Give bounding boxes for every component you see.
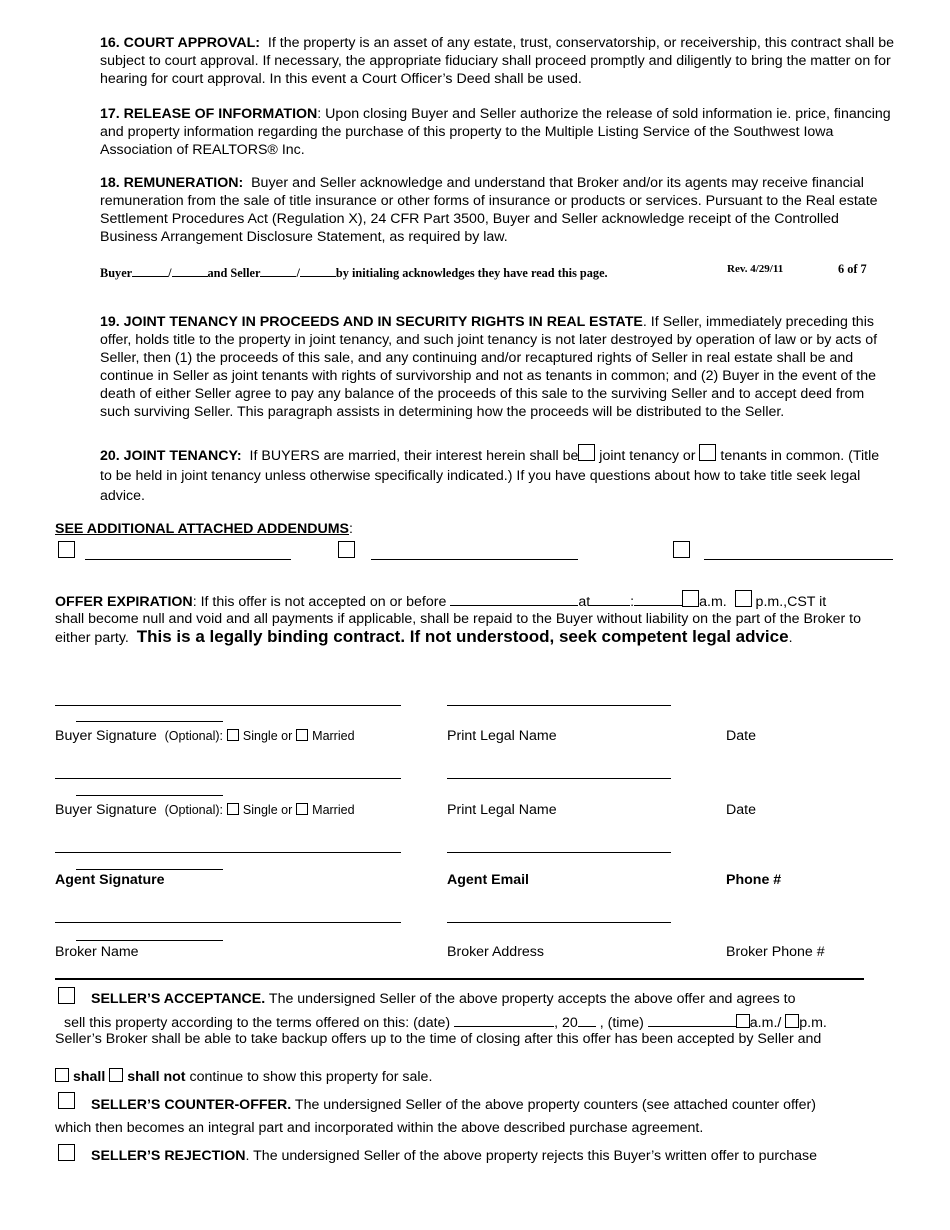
page-number: 6 of 7 [838,262,867,276]
seller-acceptance-line-1 [91,990,891,1008]
acceptance-am-label: a.m./ [749,1015,786,1031]
addendum-2-checkbox[interactable] [338,541,355,558]
offer-expiration-line [55,590,895,611]
buyer-1-print-name-label: Print Legal Name [447,728,557,744]
offer-at-label: at [578,594,591,610]
section-20-text-c: tenants in common. (Title to be held in joint tenancy unless otherwise specifically indicated.) If you have questions about how to take title seek legal advice. [100,448,880,504]
agent-phone-label: Phone # [726,872,782,888]
shall-not-label: shall not [127,1069,186,1085]
seller-acceptance-title: SELLER’S ACCEPTANCE. [91,991,266,1007]
section-18-text: Buyer and Seller acknowledge and understand that Broker and/or its agents may receive financial remuneration from the sale of title insurance or other forms of insurance or products or services. Pursuant to the Real estate Settlement Procedures Act (Regulation X), 24 CFR Part 3500, Buyer and Seller acknowledge receipt of the Controlled Business Arrangement Disclosure Statement, as required by law. [100,175,878,245]
seller-rejection-line [91,1147,901,1165]
buyer-1-print-name-line[interactable] [447,705,671,706]
addendum-1-field[interactable] [85,559,291,560]
seller-rejection-text: . The undersigned Seller of the above property rejects this Buyer’s written offer to purchase [245,1148,818,1164]
acceptance-time-field[interactable] [648,1012,736,1027]
tenants-in-common-checkbox[interactable] [699,444,716,461]
offer-expiration-date-field[interactable] [450,591,578,606]
offer-minute-field[interactable] [634,591,682,606]
broker-name-label: Broker Name [55,944,139,960]
offer-pm-label: p.m.,CST it [751,594,827,610]
acceptance-year-field[interactable] [578,1012,596,1027]
section-18-remuneration [100,174,900,246]
section-19-text: . If Seller, immediately preceding this offer, holds title to the property in joint tenancy, and such joint tenancy is not later destroyed by operation of law or by acts of Seller, then (1) the proceeds of this sale, and any continuing and/or recaptured rights of Seller in real estate shall be and continue in Seller as joint tenants with rights of survivorship and not as tenants in common; and (2) Buyer in the event of the death of either Seller agree to pay any balance of the proceeds of this sale to the surviving Seller and to accept deed from such surviving Seller. This paragraph assists in determining how the proceeds will be distributed to the Seller. [100,314,878,420]
buyer-2-single-checkbox[interactable] [227,803,239,815]
buyer-1-married-checkbox[interactable] [296,729,308,741]
agent-email-line[interactable] [447,852,671,853]
addendum-1-checkbox[interactable] [58,541,75,558]
married-text: Married [312,803,355,817]
agent-signature-line[interactable] [55,852,401,853]
section-20-joint-tenancy [100,444,890,506]
broker-address-label: Broker Address [447,944,544,960]
buyer-2-date-line[interactable] [76,795,223,796]
optional-text: (Optional): [164,729,223,743]
seller-acceptance-backup-offers: Seller’s Broker shall be able to take backup offers up to the time of closing after this offer has been accepted by Seller and [55,1031,822,1047]
buyer-2-print-name-line[interactable] [447,778,671,779]
agent-phone-line[interactable] [76,869,223,870]
offer-am-checkbox[interactable] [682,590,699,607]
agent-email-label: Agent Email [447,872,529,888]
seller-counter-offer-line-2: which then becomes an integral part and incorporated within the above described purchase agreement. [55,1120,704,1136]
section-16-text: If the property is an asset of any estate, trust, conservatorship, or receivership, this contract shall be subject to court approval. If necessary, the appropriate fiduciary shall proceed promptly and diligently to bring the matter on for hearing for court approval. In this event a Court Officer’s Deed shall be used. [100,35,895,87]
offer-hour-field[interactable] [590,591,630,606]
acceptance-year-prefix: , 20 [554,1015,578,1031]
section-16-title: 16. COURT APPROVAL: [100,35,261,51]
broker-phone-label: Broker Phone # [726,944,825,960]
initials-footer: Buyer / and Seller / by initialing acknowledges they have read this page. [100,262,608,281]
acceptance-pm-checkbox[interactable] [785,1014,799,1028]
buyer-2-date-label: Date [726,802,756,818]
acceptance-date-field[interactable] [454,1012,554,1027]
section-20-text-b: joint tenancy or [595,448,700,464]
buyer-1-date-label: Date [726,728,756,744]
section-17-title: 17. RELEASE OF INFORMATION [100,106,318,122]
offer-expiration-body [55,610,895,647]
agent-signature-label: Agent Signature [55,872,165,888]
section-19-title: 19. JOINT TENANCY IN PROCEEDS AND IN SECURITY RIGHTS IN REAL ESTATE [100,314,643,330]
section-19-joint-tenancy-proceeds [100,313,895,421]
addendum-2-field[interactable] [371,559,578,560]
buyer-initial-field-2[interactable] [172,262,208,277]
broker-name-line[interactable] [55,922,401,923]
show-property-text: continue to show this property for sale. [189,1069,433,1085]
addendum-3-field[interactable] [704,559,893,560]
offer-am-label: a.m. [699,594,727,610]
shall-show-checkbox[interactable] [55,1068,69,1082]
offer-pm-checkbox[interactable] [735,590,752,607]
seller-acceptance-line-2 [64,1012,894,1032]
acceptance-am-checkbox[interactable] [736,1014,750,1028]
buyer-2-married-checkbox[interactable] [296,803,308,815]
buyer-signature-text: Buyer Signature [55,728,157,744]
seller-initial-field-2[interactable] [300,262,336,277]
footer-buyer-label: Buyer [100,266,133,280]
buyer-1-single-checkbox[interactable] [227,729,239,741]
buyer-initial-field-1[interactable] [132,262,168,277]
broker-phone-line[interactable] [76,940,223,941]
section-20-title: 20. JOINT TENANCY: [100,448,242,464]
seller-counter-offer-title: SELLER’S COUNTER-OFFER. [91,1097,292,1113]
acceptance-time-label: , (time) [595,1015,648,1031]
section-16-court-approval [100,34,900,88]
single-or-text: Single or [242,803,293,817]
footer-seller-label: and Seller [207,266,261,280]
seller-acceptance-checkbox[interactable] [58,987,75,1004]
addenda-heading [55,520,353,538]
section-divider [55,978,864,980]
shall-label: shall [72,1069,106,1085]
optional-text: (Optional): [164,803,223,817]
section-17-release-of-information [100,105,900,159]
broker-address-line[interactable] [447,922,671,923]
offer-expiration-title: OFFER EXPIRATION [55,594,193,610]
buyer-2-signature-label [55,802,355,818]
revision-date: Rev. 4/29/11 [727,263,784,275]
legal-warning: This is a legally binding contract. If not understood, seek competent legal advice [136,627,789,646]
offer-expiration-text-b: shall become null and void and all payments if applicable, shall be repaid to the Buyer without liability on the part of the Broker to either party. [55,611,862,646]
offer-time-colon: : [630,594,635,610]
buyer-1-date-line[interactable] [76,721,223,722]
show-property-line [55,1068,432,1086]
acceptance-pm-label: p.m. [799,1015,827,1031]
married-text: Married [312,729,355,743]
seller-acceptance-text-a: The undersigned Seller of the above property accepts the above offer and agrees to [268,991,796,1007]
section-18-title: 18. REMUNERATION: [100,175,244,191]
single-or-text: Single or [242,729,293,743]
shall-not-show-checkbox[interactable] [109,1068,123,1082]
seller-counter-offer-text-a: The undersigned Seller of the above property counters (see attached counter offer) [294,1097,816,1113]
seller-initial-field-1[interactable] [260,262,296,277]
buyer-signature-text: Buyer Signature [55,802,157,818]
addenda-colon: : [349,521,353,537]
addenda-title: SEE ADDITIONAL ATTACHED ADDENDUMS [55,521,349,537]
seller-rejection-checkbox[interactable] [58,1144,75,1161]
buyer-2-signature-line[interactable] [55,778,401,779]
addendum-3-checkbox[interactable] [673,541,690,558]
buyer-2-print-name-label: Print Legal Name [447,802,557,818]
seller-counter-offer-checkbox[interactable] [58,1092,75,1109]
section-17-text: : Upon closing Buyer and Seller authorize the release of sold information ie. price, financing and property information regarding the purchase of this property to the Multiple Listing Service of the Southwest Iowa Association of REALTORS® Inc. [100,106,891,158]
legal-warning-period: . [788,630,793,646]
seller-counter-offer-line-1 [91,1096,901,1114]
buyer-1-signature-line[interactable] [55,705,401,706]
seller-acceptance-text-b: sell this property according to the terms offered on this: (date) [64,1015,455,1031]
seller-rejection-title: SELLER’S REJECTION [91,1148,246,1164]
offer-expiration-text-a: : If this offer is not accepted on or before [192,594,451,610]
footer-initials-text: by initialing acknowledges they have read this page. [335,266,608,280]
buyer-1-signature-label [55,728,355,744]
section-20-text-a: If BUYERS are married, their interest herein shall be [249,448,579,464]
joint-tenancy-checkbox[interactable] [578,444,595,461]
